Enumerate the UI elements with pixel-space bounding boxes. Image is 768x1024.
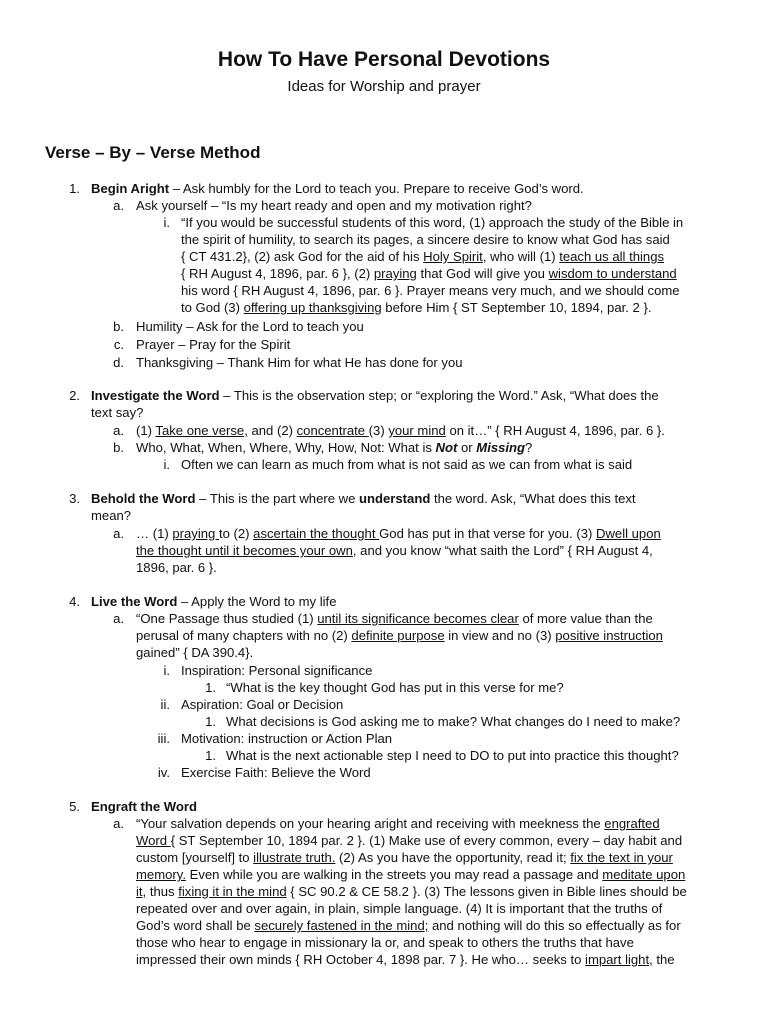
question-text: What decisions is God asking me to make? What changes do I need to make?	[226, 714, 681, 729]
sub-item-text: “One Passage thus studied (1) until its significance becomes clear of more value than the	[136, 611, 653, 626]
sub-item-text: Who, What, When, Where, Why, How, Not: What is Not or Missing?	[136, 440, 533, 455]
list-number: 5.	[69, 799, 80, 814]
list-marker: d.	[113, 355, 124, 370]
sub-item-text: Humility – Ask for the Lord to teach you	[136, 319, 364, 334]
sub-item-text: the thought until it becomes your own, and you know “what saith the Lord” { RH August 4,	[136, 543, 653, 558]
numeric-marker: 1.	[205, 714, 216, 729]
page-subtitle: Ideas for Worship and prayer	[287, 78, 481, 95]
item-line: Begin Aright – Ask humbly for the Lord to teach you. Prepare to receive God’s word.	[91, 181, 584, 196]
list-number: 4.	[69, 594, 80, 609]
sub-item-text: (1) Take one verse, and (2) concentrate (3) your mind on it…” { RH August 4, 1896, par. 6 }.	[136, 423, 665, 438]
sub-item-text: “Your salvation depends on your hearing aright and receiving with meekness the engrafted	[136, 816, 660, 831]
roman-marker: i.	[163, 663, 170, 678]
list-number: 3.	[69, 491, 80, 506]
sub-item-text: Word { ST September 10, 1894 par. 2 }. (1) Make use of every common, every – day habit and	[136, 833, 683, 848]
numeric-marker: 1.	[205, 680, 216, 695]
quote-line: { RH August 4, 1896, par. 6 }, (2) praying that God will give you wisdom to understand	[181, 266, 677, 281]
item-line: Behold the Word – This is the part where we understand the word. Ask, “What does this text	[91, 491, 636, 506]
sub-item-text: custom [yourself] to illustrate truth. (2) As you have the opportunity, read it; fix the text in your	[136, 850, 673, 865]
sub-item-text: perusal of many chapters with no (2) definite purpose in view and no (3) positive instruction	[136, 628, 663, 643]
quote-line: his word { RH August 4, 1896, par. 6 }. Prayer means very much, and we should come	[181, 283, 680, 298]
sub-item-text: it, thus fixing it in the mind { SC 90.2 & CE 58.2 }. (3) The lessons given in Bible lines should be	[136, 884, 687, 899]
list-number: 1.	[69, 181, 80, 196]
quote-line: the spirit of humility, to search its pages, a sincere desire to know what God has said	[181, 232, 670, 247]
item-line: Investigate the Word – This is the observation step; or “exploring the Word.” Ask, “What does the	[91, 388, 659, 403]
roman-text: Inspiration: Personal significance	[181, 663, 373, 678]
list-marker: b.	[113, 440, 124, 455]
roman-marker: iii.	[157, 731, 170, 746]
list-marker: a.	[113, 198, 124, 213]
roman-text: Often we can learn as much from what is not said as we can from what is said	[181, 457, 633, 472]
item-line	[91, 798, 197, 815]
list-marker: a.	[113, 526, 124, 541]
numeric-marker: 1.	[205, 748, 216, 763]
item-heading: Behold the Word	[91, 491, 196, 506]
roman-text: Motivation: instruction or Action Plan	[181, 731, 393, 746]
roman-marker: iv.	[157, 765, 170, 780]
item-heading: Investigate the Word	[91, 388, 220, 403]
roman-marker: ii.	[160, 697, 170, 712]
sub-item-text: … (1) praying to (2) ascertain the thought God has put in that verse for you. (3) Dwell upon	[136, 526, 661, 541]
sub-item-text: Prayer – Pray for the Spirit	[136, 337, 291, 352]
sub-item-text: God’s word shall be securely fastened in the mind; and nothing will do this so effectually as for	[136, 918, 681, 933]
quote-line: to God (3) offering up thanksgiving before Him { ST September 10, 1894, par. 2 }.	[181, 300, 652, 315]
list-marker: a.	[113, 816, 124, 831]
section-heading: Verse – By – Verse Method	[45, 143, 261, 162]
item-heading: Live the Word	[91, 594, 178, 609]
sub-item-text: repeated over and over again, in plain, simple language. (4) It is important that the truths of	[136, 901, 663, 916]
item-heading: Engraft the Word	[91, 799, 197, 814]
sub-item-text: memory. Even while you are walking in the streets you may read a passage and meditate upon	[136, 867, 686, 882]
sub-item-text: gained” { DA 390.4}.	[136, 645, 254, 660]
sub-item-text: Thanksgiving – Thank Him for what He has done for you	[136, 355, 463, 370]
page-title: How To Have Personal Devotions	[217, 48, 551, 71]
list-marker: a.	[113, 611, 124, 626]
sub-item-text: those who hear to engage in missionary la or, and speak to others the truths that have	[136, 935, 634, 950]
item-line: text say?	[91, 405, 144, 420]
item-heading: Begin Aright	[91, 181, 170, 196]
sub-item-text: impressed their own minds { RH October 4, 1898 par. 7 }. He who… seeks to impart light, the	[136, 952, 675, 967]
quote-line: { CT 431.2}, (2) ask God for the aid of his Holy Spirit, who will (1) teach us all things	[181, 249, 665, 264]
list-number: 2.	[69, 388, 80, 403]
item-line: Live the Word – Apply the Word to my life	[91, 594, 337, 609]
sub-item-text: 1896, par. 6 }.	[136, 560, 217, 575]
list-marker: a.	[113, 423, 124, 438]
roman-marker: i.	[163, 215, 170, 230]
roman-text: Exercise Faith: Believe the Word	[181, 765, 371, 780]
question-text: What is the next actionable step I need to DO to put into practice this thought?	[226, 748, 679, 763]
roman-text: Aspiration: Goal or Decision	[181, 697, 344, 712]
item-line: mean?	[91, 508, 132, 523]
question-text: “What is the key thought God has put in this verse for me?	[226, 680, 564, 695]
quote-line: “If you would be successful students of this word, (1) approach the study of the Bible in	[181, 215, 684, 230]
roman-marker: i.	[163, 457, 170, 472]
list-marker: b.	[113, 319, 124, 334]
sub-item-text: Ask yourself – “Is my heart ready and open and my motivation right?	[136, 198, 532, 213]
list-marker: c.	[113, 337, 124, 352]
